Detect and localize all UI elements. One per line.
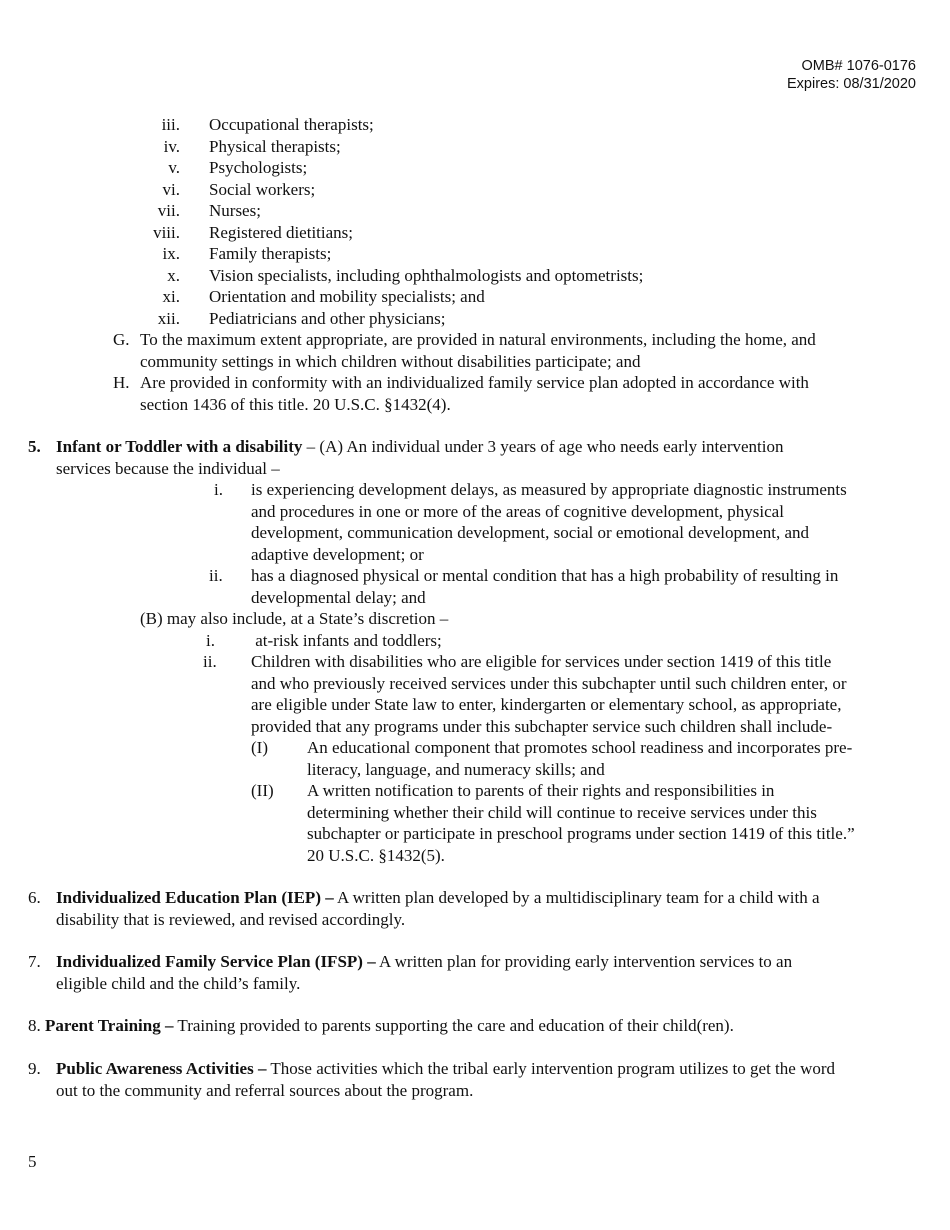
list-number: v. (168, 158, 180, 177)
list-item-line: section 1436 of this title. 20 U.S.C. §1432(4). (140, 394, 451, 414)
sub-sub-number: (I) (251, 738, 268, 757)
page-number: 5 (28, 1152, 37, 1171)
sub-number: i. (206, 630, 215, 650)
definition-text: Training provided to parents supporting the care and education of their child(ren). (173, 1016, 734, 1035)
item-number: 7. (28, 952, 41, 971)
definition-text: – (A) An individual under 3 years of age who needs early intervention (302, 437, 784, 456)
definition-line: eligible child and the child’s family. (56, 973, 301, 993)
sub-sub-number: (II) (251, 781, 274, 800)
sub-line: and procedures in one or more of the areas of cognitive development, physical (251, 501, 784, 521)
sub-line: at-risk infants and toddlers; (251, 630, 442, 650)
sub-line: and who previously received services under this subchapter until such children enter, or (251, 673, 847, 693)
list-item: Registered dietitians; (209, 222, 353, 242)
item-number: 8. (28, 1016, 41, 1035)
item-number: 6. (28, 888, 41, 907)
omb-header (787, 57, 916, 93)
sub-sub-line: determining whether their child will continue to receive services under this (307, 802, 817, 822)
definition-line: services because the individual – (56, 458, 280, 478)
sub-line: Children with disabilities who are eligible for services under section 1419 of this title (251, 652, 832, 671)
expiration-date: Expires: 08/31/2020 (787, 76, 916, 92)
sub-sub-line: subchapter or participate in preschool programs under section 1419 of this title.” (307, 824, 855, 843)
list-number: xii. (157, 308, 180, 328)
definition-term: Public Awareness Activities – (56, 1059, 267, 1078)
definition-line: out to the community and referral sources about the program. (56, 1080, 474, 1100)
list-item-line: Are provided in conformity with an individualized family service plan adopted in accordance with (140, 373, 809, 392)
list-number: iii. (161, 115, 180, 134)
list-item: Family therapists; (209, 244, 332, 263)
sub-line: has a diagnosed physical or mental condition that has a high probability of resulting in (251, 566, 839, 585)
definition-term: Individualized Education Plan (IEP) – (56, 888, 334, 907)
list-item: Nurses; (209, 201, 261, 220)
sub-number: ii. (203, 652, 217, 671)
list-letter: G. (113, 330, 130, 349)
list-number: iv. (163, 136, 180, 156)
sub-sub-line: 20 U.S.C. §1432(5). (307, 845, 445, 865)
list-item: Vision specialists, including ophthalmologists and optometrists; (209, 265, 644, 285)
definition-line (56, 887, 820, 909)
list-item-line: To the maximum extent appropriate, are provided in natural environments, including the home, and (140, 330, 816, 349)
list-item-line: community settings in which children without disabilities participate; and (140, 351, 641, 371)
definition-term: Infant or Toddler with a disability (56, 437, 303, 456)
sub-line: are eligible under State law to enter, kindergarten or elementary school, as appropriate, (251, 695, 842, 714)
list-item: Pediatricians and other physicians; (209, 308, 446, 328)
sub-line: adaptive development; or (251, 544, 424, 564)
list-item: Physical therapists; (209, 136, 341, 156)
list-number: ix. (162, 244, 180, 263)
definition-line (28, 1015, 734, 1037)
definition-line: disability that is reviewed, and revised accordingly. (56, 909, 406, 929)
sub-sub-line: An educational component that promotes school readiness and incorporates pre- (307, 738, 853, 757)
sub-line: development, communication development, social or emotional development, and (251, 523, 810, 542)
definition-line (56, 1058, 835, 1080)
item-number: 5. (28, 437, 41, 456)
definition-text: Those activities which the tribal early intervention program utilizes to get the word (266, 1059, 836, 1078)
list-number: viii. (153, 222, 180, 242)
sub-sub-line: literacy, language, and numeracy skills; and (307, 759, 605, 779)
list-number: x. (167, 265, 180, 285)
definition-text: A written plan for providing early intervention services to an (375, 952, 793, 971)
definition-line (56, 951, 792, 973)
sub-line: provided that any programs under this subchapter service such children shall include- (251, 716, 833, 736)
item-number: 9. (28, 1059, 41, 1078)
list-item: Orientation and mobility specialists; and (209, 287, 485, 306)
definition-term: Individualized Family Service Plan (IFSP) – (56, 952, 376, 971)
sub-number: ii. (209, 566, 223, 585)
list-number: vi. (162, 179, 180, 199)
sub-line: is experiencing development delays, as measured by appropriate diagnostic instruments (251, 480, 847, 499)
omb-number: OMB# 1076-0176 (801, 58, 916, 74)
definition-term: Parent Training – (45, 1016, 174, 1035)
list-item: Psychologists; (209, 158, 308, 177)
list-letter: H. (113, 373, 130, 392)
list-item: Social workers; (209, 179, 316, 199)
sub-number: i. (214, 480, 223, 499)
part-b-intro: (B) may also include, at a State’s discretion – (140, 609, 449, 628)
definition-line (56, 436, 783, 458)
list-number: xi. (162, 287, 180, 306)
list-item: Occupational therapists; (209, 115, 374, 134)
list-number: vii. (157, 201, 180, 220)
sub-sub-line: A written notification to parents of their rights and responsibilities in (307, 781, 775, 800)
sub-line: developmental delay; and (251, 587, 426, 607)
definition-text: A written plan developed by a multidisciplinary team for a child with a (333, 888, 820, 907)
